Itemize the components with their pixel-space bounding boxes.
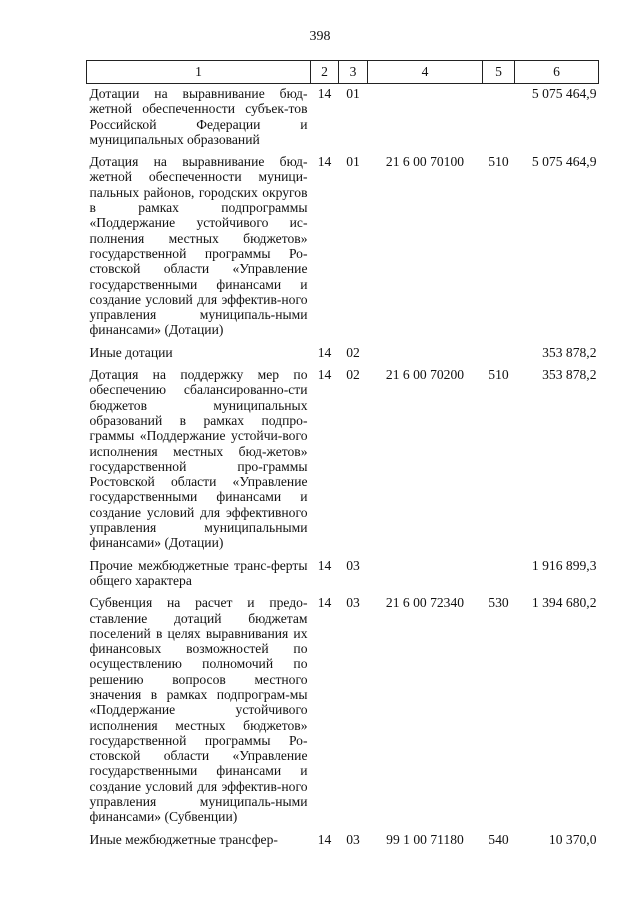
- expense-type-code: [483, 345, 515, 367]
- expense-type-code: 510: [488, 367, 509, 383]
- row-name: Дотация на поддержку мер по обеспечению сбалансированно-сти бюджетов муниципальных образований в рамках подпро-граммы «Поддержание устойчи-вого исполнения местных бюд-жетов» государственной про-граммы Ростовской области «Управление государственными финансами и создание условий для эффективного управления муниципальными финансами» (Дотации): [89, 367, 308, 551]
- table-row: [87, 595, 599, 831]
- section-code: 14: [317, 557, 332, 573]
- amount: 1 916 899,3: [531, 557, 597, 573]
- expense-type-code: [483, 558, 515, 596]
- expense-type-code: [483, 84, 515, 155]
- target-article-code: 99 1 00 71180: [386, 831, 464, 847]
- column-number-row: [87, 61, 599, 84]
- row-name: Дотации на выравнивание бюд-жетной обеспеченности субъек-тов Российской Федерации и муниципальных образований: [89, 86, 308, 147]
- row-name: Иные межбюджетные трансфер-: [89, 831, 278, 847]
- col-header-1: 1: [87, 61, 311, 84]
- section-code: 14: [317, 154, 332, 170]
- target-article-code: 21 6 00 70200: [385, 367, 465, 383]
- amount: 1 394 680,2: [531, 595, 597, 611]
- row-name: Иные дотации: [89, 344, 173, 360]
- target-article-code: 21 6 00 72340: [385, 595, 465, 611]
- amount: 5 075 464,9: [531, 154, 597, 170]
- row-name: Прочие межбюджетные транс-ферты общего характера: [89, 557, 308, 588]
- expense-type-code: 510: [488, 154, 509, 170]
- amount: 353 878,2: [542, 344, 597, 360]
- row-name: Субвенция на расчет и предо-ставление дотаций бюджетам поселений в целях выравнивания их финансовых возможностей по осуществлению полномочий по решению вопросов местного значения в рамках подпрограм-мы «Поддержание устойчивого исполнения местных бюджетов» государственной программы Ро-стовской области «Управление государственными финансами и создание условий для эффектив-ного управления муниципаль-ными финансами» (Субвенции): [89, 595, 308, 825]
- amount: 10 370,0: [548, 831, 597, 847]
- subsection-code: 02: [346, 367, 360, 383]
- table-row: [87, 558, 599, 596]
- expense-type-code: 540: [488, 831, 509, 847]
- table-row: [87, 154, 599, 345]
- amount: 5 075 464,9: [531, 86, 597, 101]
- subsection-code: 02: [346, 344, 360, 360]
- col-header-5: 5: [483, 61, 515, 84]
- section-code: 14: [317, 344, 332, 360]
- subsection-code: 03: [346, 595, 360, 611]
- row-name: Дотация на выравнивание бюд-жетной обеспеченности муници-пальных районов, городских округов в рамках подпрограммы «Поддержание устойчивого ис-полнения местных бюджетов» государственной программы Ро-стовской области «Управление государственными финансами и создание условий для эффектив-ного управления муниципаль-ными финансами» (Дотации): [89, 154, 308, 338]
- col-header-6: 6: [515, 61, 599, 84]
- amount: 353 878,2: [542, 367, 597, 383]
- col-header-3: 3: [339, 61, 368, 84]
- subsection-code: 01: [346, 86, 360, 101]
- section-code: 14: [317, 367, 332, 383]
- subsection-code: 03: [346, 831, 360, 847]
- table-row: [87, 84, 599, 155]
- target-article-code: [368, 84, 483, 155]
- expense-type-code: 530: [488, 595, 509, 611]
- section-code: 14: [317, 86, 332, 101]
- page-number: 398: [309, 29, 331, 44]
- table-row: [87, 345, 599, 367]
- target-article-code: [368, 345, 483, 367]
- budget-table: [86, 60, 599, 847]
- col-header-2: 2: [311, 61, 339, 84]
- target-article-code: [368, 558, 483, 596]
- section-code: 14: [317, 595, 332, 611]
- subsection-code: 03: [346, 557, 360, 573]
- table-row: [87, 832, 599, 847]
- section-code: 14: [317, 831, 332, 847]
- col-header-4: 4: [368, 61, 483, 84]
- target-article-code: 21 6 00 70100: [385, 154, 465, 170]
- table-row: [87, 367, 599, 558]
- subsection-code: 01: [346, 154, 360, 170]
